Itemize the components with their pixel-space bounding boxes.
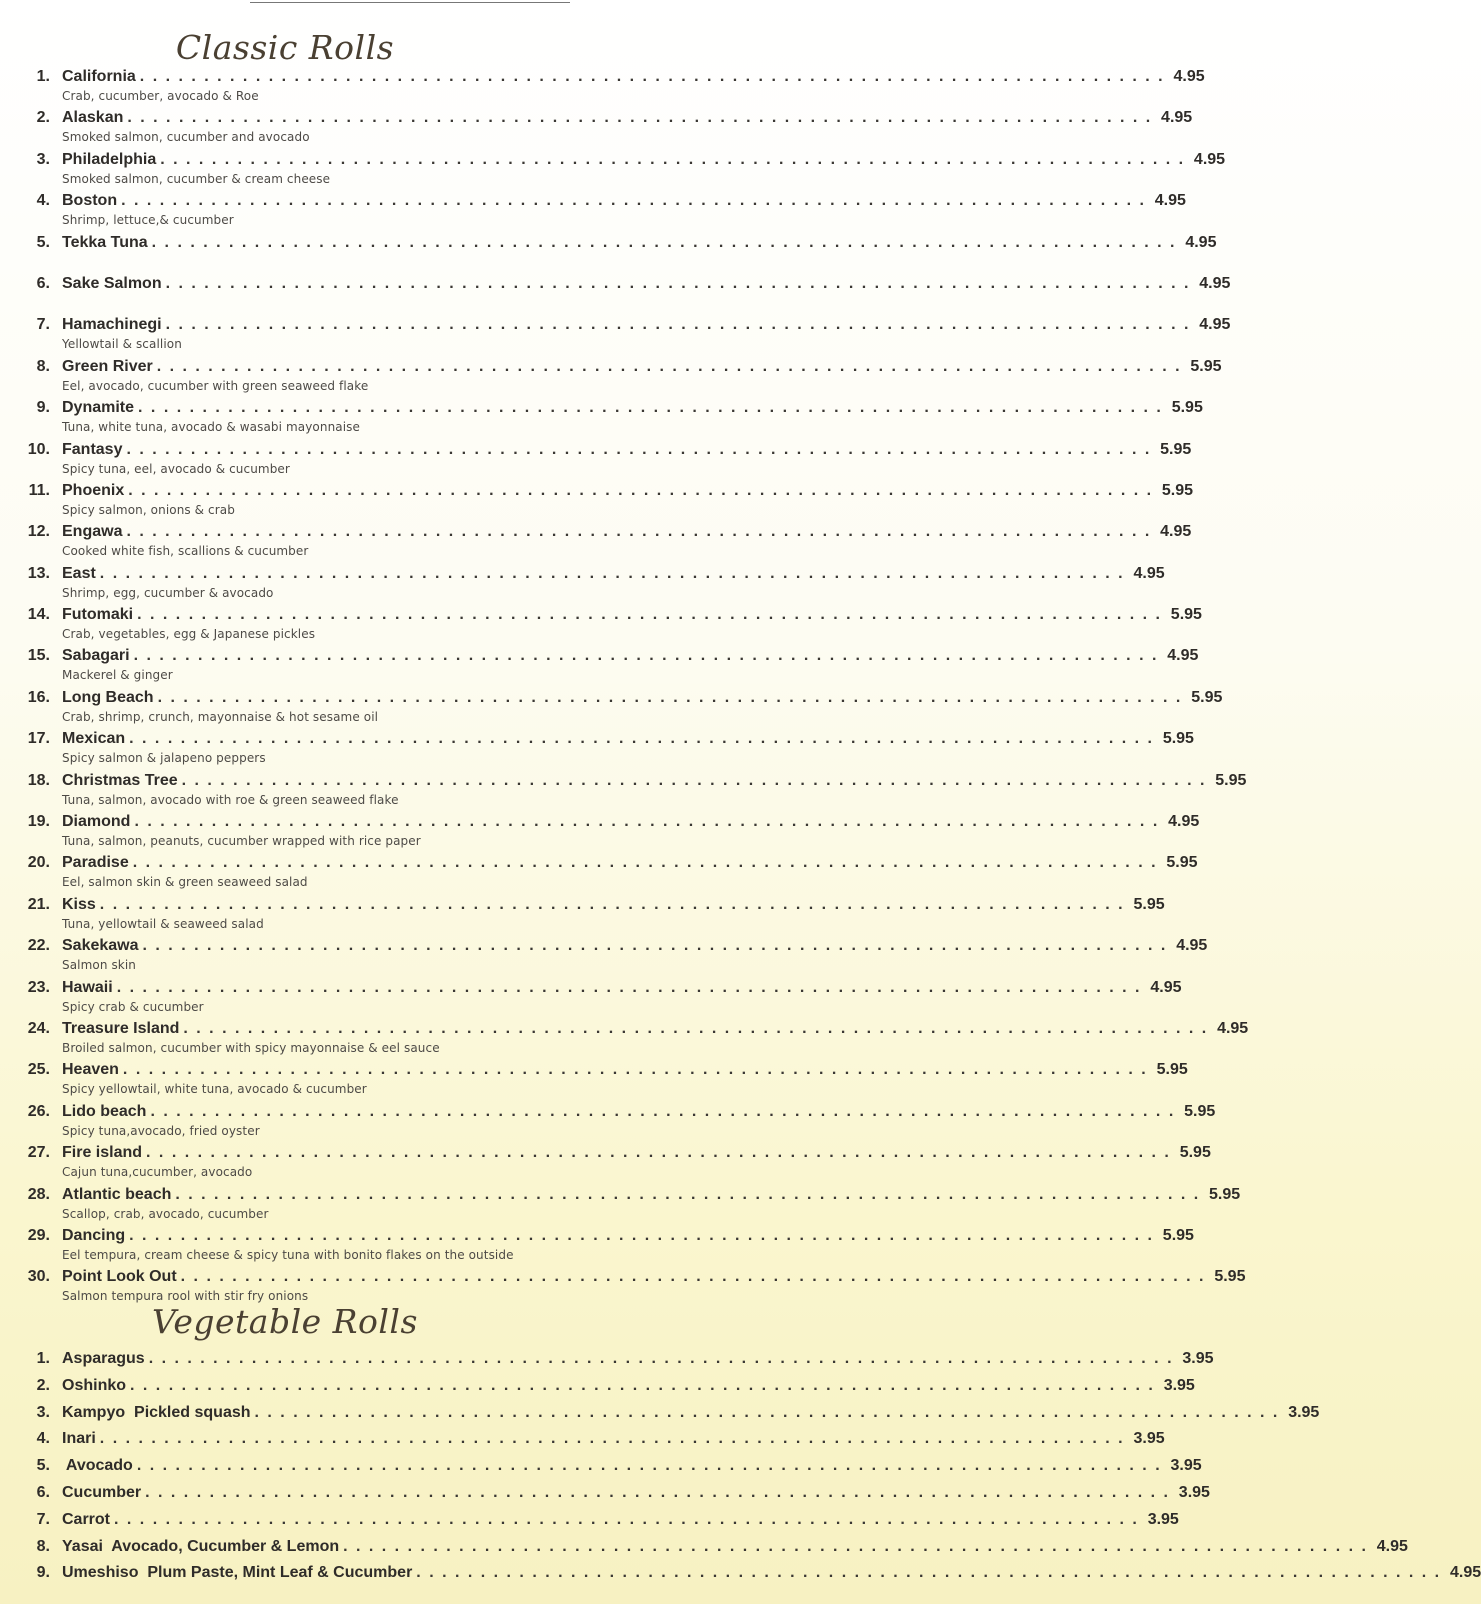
menu-item-line <box>0 937 1208 959</box>
menu-item-line <box>0 854 1198 876</box>
item-price: 4.95 <box>1185 233 1217 251</box>
menu-item <box>0 357 1222 399</box>
item-price: 4.95 <box>1193 150 1226 168</box>
item-number: 25. <box>27 1061 50 1079</box>
menu-item <box>0 1430 1165 1457</box>
dot-leader: . . . . . . . . . . . . . . . . . . . . . . . . . . . . . . . . . . . . . . . . . . . . . . . . . . . . . . . . . . . . . . . . . . . . . . . . . . . . . . . . <box>142 937 1168 955</box>
dot-leader: . . . . . . . . . . . . . . . . . . . . . . . . . . . . . . . . . . . . . . . . . . . . . . . . . . . . . . . . . . . . . . . . . . . . . . . . . . . . . . . . <box>146 1144 1171 1162</box>
menu-item <box>0 1376 1195 1404</box>
top-divider <box>250 2 570 3</box>
dot-leader: . . . . . . . . . . . . . . . . . . . . . . . . . . . . . . . . . . . . . . . . . . . . . . . . . . . . . . . . . . . . . . . . . . . . . . . . . . . . . . . . <box>127 109 1153 127</box>
item-name: Avocado <box>62 1457 133 1475</box>
item-number: 8. <box>36 357 50 375</box>
item-price: 5.95 <box>1162 730 1194 748</box>
item-number: 14. <box>27 606 50 624</box>
menu-item-line <box>0 399 1203 421</box>
item-number: 27. <box>27 1144 50 1162</box>
menu-item <box>0 316 1231 357</box>
item-name: Fire island <box>62 1144 143 1162</box>
item-number: 4. <box>36 192 50 210</box>
menu-item-line <box>0 1457 1202 1479</box>
dot-leader: . . . . . . . . . . . . . . . . . . . . . . . . . . . . . . . . . . . . . . . . . . . . . . . . . . . . . . . . . . . . . . . . . . . . . . . . . . . . . . . . <box>134 813 1160 831</box>
item-price: 4.95 <box>1154 192 1186 210</box>
menu-item-line <box>0 109 1193 131</box>
item-name: Treasure Island <box>62 1019 180 1037</box>
dot-leader: . . . . . . . . . . . . . . . . . . . . . . . . . . . . . . . . . . . . . . . . . . . . . . . . . . . . . . . . . . . . . . . . . . . . . . . . . . . . . . . . <box>165 274 1191 292</box>
dot-leader: . . . . . . . . . . . . . . . . . . . . . . . . . . . . . . . . . . . . . . . . . . . . . . . . . . . . . . . . . . . . . . . . . . . . . . . . . . . . . . . . <box>156 357 1182 375</box>
item-number: 30. <box>27 1268 50 1286</box>
dot-leader: . . . . . . . . . . . . . . . . . . . . . . . . . . . . . . . . . . . . . . . . . . . . . . . . . . . . . . . . . . . . . . . . . . . . . . . . . . . . . . . . <box>148 1350 1174 1367</box>
item-name: Atlantic beach <box>62 1185 172 1203</box>
menu-item <box>0 1483 1210 1511</box>
item-price: 4.95 <box>1168 813 1200 831</box>
menu-item-line <box>0 1376 1195 1399</box>
item-number: 5. <box>36 233 50 251</box>
menu-item-line <box>0 606 1202 628</box>
item-description: Smoked salmon, cucumber and avocado <box>62 130 310 145</box>
item-name: Lido beach <box>62 1102 147 1120</box>
dot-leader: . . . . . . . . . . . . . . . . . . . . . . . . . . . . . . . . . . . . . . . . . . . . . . . . . . . . . . . . . . . . . . . . . . . . . . . . . . . . . . . . <box>136 1457 1162 1475</box>
item-description: Crab, shrimp, crunch, mayonnaise & hot sesame oil <box>62 709 379 724</box>
item-number: 7. <box>36 316 50 334</box>
item-description: Crab, vegetables, egg & Japanese pickles <box>62 627 316 642</box>
item-name: Boston <box>62 192 118 210</box>
item-name: East <box>62 564 96 582</box>
menu-item <box>0 1457 1202 1484</box>
item-number: 3. <box>36 150 50 168</box>
dot-leader: . . . . . . . . . . . . . . . . . . . . . . . . . . . . . . . . . . . . . . . . . . . . . . . . . . . . . . . . . . . . . . . . . . . . . . . . . . . . . . . . <box>165 316 1191 334</box>
item-description: Spicy salmon & jalapeno peppers <box>62 751 266 766</box>
item-price: 4.95 <box>1133 564 1165 582</box>
vegetable-rolls-list <box>0 1350 1481 1591</box>
menu-item <box>0 1061 1188 1102</box>
menu-item <box>0 564 1165 606</box>
item-number: 26. <box>27 1102 50 1120</box>
item-number: 4. <box>36 1430 50 1448</box>
item-name: Hawaii <box>62 978 113 996</box>
menu-item <box>0 481 1194 523</box>
item-price: 5.95 <box>1191 688 1223 706</box>
menu-item-line <box>0 978 1182 1001</box>
dot-leader: . . . . . . . . . . . . . . . . . . . . . . . . . . . . . . . . . . . . . . . . . . . . . . . . . . . . . . . . . . . . . . . . . . . . . . . . . . . . . . . . <box>121 192 1146 210</box>
menu-item-line <box>0 1102 1216 1125</box>
menu-item <box>0 109 1193 150</box>
item-name: Paradise <box>62 854 129 872</box>
menu-item-line <box>0 1226 1194 1249</box>
item-name: Dancing <box>62 1226 126 1244</box>
item-name: Alaskan <box>62 109 124 127</box>
menu-item-line <box>0 730 1194 752</box>
item-name: Long Beach <box>62 688 154 706</box>
item-name: Tekka Tuna <box>62 233 148 251</box>
menu-item <box>0 523 1192 564</box>
item-price: 4.95 <box>1376 1537 1408 1555</box>
item-price: 5.95 <box>1171 399 1203 417</box>
menu-item <box>0 1102 1216 1144</box>
item-price: 4.95 <box>1217 1019 1249 1037</box>
item-price: 5.95 <box>1160 440 1192 458</box>
item-name: Sake Salmon <box>62 274 162 292</box>
item-number: 21. <box>27 895 50 913</box>
item-name: Futomaki <box>62 606 134 624</box>
dot-leader: . . . . . . . . . . . . . . . . . . . . . . . . . . . . . . . . . . . . . . . . . . . . . . . . . . . . . . . . . . . . . . . . . . . . . . . . . . . . . . . . <box>151 233 1177 251</box>
item-description: Shrimp, lettuce,& cucumber <box>62 213 234 228</box>
item-price: 4.95 <box>1199 316 1231 334</box>
menu-item-line <box>0 813 1200 835</box>
item-name: Point Look Out <box>62 1268 177 1286</box>
menu-item <box>0 233 1217 275</box>
item-price: 4.95 <box>1150 978 1182 996</box>
item-description: Cooked white fish, scallions & cucumber <box>62 544 309 559</box>
item-description: Spicy tuna, eel, avocado & cucumber <box>62 461 290 476</box>
menu-item-line <box>0 688 1223 711</box>
item-price: 5.95 <box>1156 1061 1188 1079</box>
dot-leader: . . . . . . . . . . . . . . . . . . . . . . . . . . . . . . . . . . . . . . . . . . . . . . . . . . . . . . . . . . . . . . . . . . . . . . . . . . . . . . . . <box>122 1061 1148 1079</box>
item-price: 3.95 <box>1288 1403 1320 1421</box>
item-number: 16. <box>27 688 50 706</box>
menu-item-line <box>0 895 1165 918</box>
dot-leader: . . . . . . . . . . . . . . . . . . . . . . . . . . . . . . . . . . . . . . . . . . . . . . . . . . . . . . . . . . . . . . . . . . . . . . . . . . . . . . . . <box>99 1430 1125 1448</box>
menu-item-line <box>0 1403 1320 1426</box>
item-name: Christmas Tree <box>62 771 178 789</box>
dot-leader: . . . . . . . . . . . . . . . . . . . . . . . . . . . . . . . . . . . . . . . . . . . . . . . . . . . . . . . . . . . . . . . . . . . . . . . . . . . . . . . . <box>128 481 1154 499</box>
item-number: 6. <box>36 1483 50 1501</box>
menu-item <box>0 606 1202 647</box>
item-price: 5.95 <box>1190 357 1222 375</box>
dot-leader: . . . . . . . . . . . . . . . . . . . . . . . . . . . . . . . . . . . . . . . . . . . . . . . . . . . . . . . . . . . . . . . . . . . . . . . . . . . . . . . . <box>132 854 1158 872</box>
menu-item-line <box>0 1019 1249 1042</box>
item-number: 23. <box>27 978 50 996</box>
classic-rolls-list <box>0 68 1249 1310</box>
menu-item-line <box>0 771 1247 794</box>
menu-item <box>0 1403 1320 1431</box>
menu-item-line <box>0 1268 1246 1290</box>
item-name: Dynamite <box>62 399 135 417</box>
item-name: Asparagus <box>62 1350 145 1367</box>
menu-item-line <box>0 647 1199 669</box>
item-price: 4.95 <box>1160 523 1192 541</box>
menu-item <box>0 399 1203 440</box>
item-description: Mackerel & ginger <box>62 668 173 683</box>
item-price: 3.95 <box>1147 1510 1179 1528</box>
item-description: Spicy tuna,avocado, fried oyster <box>62 1123 260 1138</box>
dot-leader: . . . . . . . . . . . . . . . . . . . . . . . . . . . . . . . . . . . . . . . . . . . . . . . . . . . . . . . . . . . . . . . . . . . . . . . . . . . . . . . . <box>180 1268 1206 1286</box>
menu-item-line <box>0 1537 1408 1560</box>
item-number: 8. <box>36 1537 50 1555</box>
item-description: Spicy yellowtail, white tuna, avocado & cucumber <box>62 1082 367 1097</box>
menu-item <box>0 1226 1194 1268</box>
item-number: 19. <box>27 813 50 831</box>
item-price: 4.95 <box>1173 68 1205 85</box>
menu-item <box>0 1019 1249 1061</box>
dot-leader: . . . . . . . . . . . . . . . . . . . . . . . . . . . . . . . . . . . . . . . . . . . . . . . . . . . . . . . . . . . . . . . . . . . . . . . . . . . . . . . . <box>160 150 1186 168</box>
item-number: 20. <box>27 854 50 872</box>
menu-item-line <box>0 523 1192 545</box>
menu-item <box>0 895 1165 937</box>
item-description: Tuna, salmon, avocado with roe & green seaweed flake <box>62 792 399 807</box>
dot-leader: . . . . . . . . . . . . . . . . . . . . . . . . . . . . . . . . . . . . . . . . . . . . . . . . . . . . . . . . . . . . . . . . . . . . . . . . . . . . . . . . <box>183 1019 1209 1037</box>
dot-leader: . . . . . . . . . . . . . . . . . . . . . . . . . . . . . . . . . . . . . . . . . . . . . . . . . . . . . . . . . . . . . . . . . . . . . . . . . . . . . . . . <box>99 895 1125 913</box>
item-description: Crab, cucumber, avocado & Roe <box>62 89 259 103</box>
dot-leader: . . . . . . . . . . . . . . . . . . . . . . . . . . . . . . . . . . . . . . . . . . . . . . . . . . . . . . . . . . . . . . . . . . . . . . . . . . . . . . . . <box>139 68 1165 85</box>
item-name: Phoenix <box>62 481 125 499</box>
item-description: Yellowtail & scallion <box>62 337 182 352</box>
item-description: Salmon skin <box>62 958 136 973</box>
item-description: Broiled salmon, cucumber with spicy mayonnaise & eel sauce <box>62 1040 440 1055</box>
dot-leader: . . . . . . . . . . . . . . . . . . . . . . . . . . . . . . . . . . . . . . . . . . . . . . . . . . . . . . . . . . . . . . . . . . . . . . . . . . . . . . . . <box>254 1403 1280 1421</box>
menu-item <box>0 854 1198 895</box>
dot-leader: . . . . . . . . . . . . . . . . . . . . . . . . . . . . . . . . . . . . . . . . . . . . . . . . . . . . . . . . . . . . . . . . . . . . . . . . . . . . . . . . <box>99 564 1125 582</box>
item-number: 29. <box>27 1226 50 1244</box>
item-number: 7. <box>36 1510 50 1528</box>
item-description: Spicy salmon, onions & crab <box>62 502 235 517</box>
item-name: Mexican <box>62 730 126 748</box>
menu-item-line <box>0 357 1222 380</box>
dot-leader: . . . . . . . . . . . . . . . . . . . . . . . . . . . . . . . . . . . . . . . . . . . . . . . . . . . . . . . . . . . . . . . . . . . . . . . . . . . . . . . . <box>137 606 1162 624</box>
menu-item-line <box>0 274 1231 297</box>
item-name: Inari <box>62 1430 96 1448</box>
menu-item-line <box>0 192 1186 214</box>
menu-item-line <box>0 233 1217 256</box>
item-number: 1. <box>36 1350 50 1367</box>
item-name: Engawa <box>62 523 123 541</box>
menu-item <box>0 1510 1179 1538</box>
item-name: Kampyo Pickled squash <box>62 1403 251 1421</box>
item-price: 5.95 <box>1162 1226 1194 1244</box>
dot-leader: . . . . . . . . . . . . . . . . . . . . . . . . . . . . . . . . . . . . . . . . . . . . . . . . . . . . . . . . . . . . . . . . . . . . . . . . . . . . . . . . <box>130 1376 1155 1394</box>
item-name: Oshinko <box>62 1376 127 1394</box>
menu-item <box>0 150 1226 192</box>
item-description: Shrimp, egg, cucumber & avocado <box>62 585 274 600</box>
item-number: 9. <box>36 399 50 417</box>
dot-leader: . . . . . . . . . . . . . . . . . . . . . . . . . . . . . . . . . . . . . . . . . . . . . . . . . . . . . . . . . . . . . . . . . . . . . . . . . . . . . . . . <box>157 688 1183 706</box>
menu-item-line <box>0 68 1205 90</box>
menu-item <box>0 771 1247 813</box>
menu-item-line <box>0 1430 1165 1452</box>
menu-item <box>0 813 1200 854</box>
item-price: 5.95 <box>1170 606 1202 624</box>
dot-leader: . . . . . . . . . . . . . . . . . . . . . . . . . . . . . . . . . . . . . . . . . . . . . . . . . . . . . . . . . . . . . . . . . . . . . . . . . . . . . . . . <box>343 1537 1368 1555</box>
item-name: Kiss <box>62 895 96 913</box>
item-description: Smoked salmon, cucumber & cream cheese <box>62 171 331 186</box>
menu-item <box>0 274 1231 316</box>
item-price: 4.95 <box>1167 647 1199 665</box>
item-description: Tuna, yellowtail & seaweed salad <box>62 916 264 931</box>
item-number: 10. <box>27 440 50 458</box>
item-name: Fantasy <box>62 440 123 458</box>
dot-leader: . . . . . . . . . . . . . . . . . . . . . . . . . . . . . . . . . . . . . . . . . . . . . . . . . . . . . . . . . . . . . . . . . . . . . . . . . . . . . . . . <box>150 1102 1176 1120</box>
item-price: 3.95 <box>1178 1483 1210 1501</box>
item-number: 18. <box>27 771 50 789</box>
item-price: 4.95 <box>1449 1564 1481 1582</box>
menu-item-line <box>0 1510 1179 1533</box>
menu-item <box>0 937 1208 978</box>
item-price: 5.95 <box>1215 771 1247 789</box>
item-name: Cucumber <box>62 1483 142 1501</box>
item-number: 6. <box>36 274 50 292</box>
dot-leader: . . . . . . . . . . . . . . . . . . . . . . . . . . . . . . . . . . . . . . . . . . . . . . . . . . . . . . . . . . . . . . . . . . . . . . . . . . . . . . . . <box>175 1185 1201 1203</box>
item-description: Scallop, crab, avocado, cucumber <box>62 1206 269 1221</box>
menu-item-line <box>0 1483 1210 1506</box>
item-price: 3.95 <box>1163 1376 1195 1394</box>
menu-item-line <box>0 481 1194 504</box>
menu-item <box>0 1185 1241 1227</box>
item-description: Tuna, white tuna, avocado & wasabi mayonnaise <box>62 420 361 435</box>
dot-leader: . . . . . . . . . . . . . . . . . . . . . . . . . . . . . . . . . . . . . . . . . . . . . . . . . . . . . . . . . . . . . . . . . . . . . . . . . . . . . . . . <box>133 647 1159 665</box>
item-price: 4.95 <box>1176 937 1208 955</box>
item-price: 5.95 <box>1161 481 1194 499</box>
menu-item-line <box>0 1061 1188 1083</box>
item-price: 5.95 <box>1214 1268 1246 1286</box>
item-number: 11. <box>28 481 50 499</box>
menu-item <box>0 647 1199 688</box>
item-description: Salmon tempura rool with stir fry onions <box>62 1289 309 1304</box>
menu-item-line <box>0 150 1226 173</box>
item-price: 5.95 <box>1133 895 1165 913</box>
item-name: Hamachinegi <box>62 316 162 334</box>
menu-item-line <box>0 316 1231 338</box>
menu-item <box>0 978 1182 1020</box>
item-name: Sabagari <box>62 647 130 665</box>
dot-leader: . . . . . . . . . . . . . . . . . . . . . . . . . . . . . . . . . . . . . . . . . . . . . . . . . . . . . . . . . . . . . . . . . . . . . . . . . . . . . . . . <box>129 730 1154 748</box>
menu-item <box>0 1350 1214 1377</box>
item-number: 12. <box>27 523 50 541</box>
dot-leader: . . . . . . . . . . . . . . . . . . . . . . . . . . . . . . . . . . . . . . . . . . . . . . . . . . . . . . . . . . . . . . . . . . . . . . . . . . . . . . . . <box>126 440 1152 458</box>
item-name: Yasai Avocado, Cucumber & Lemon <box>62 1537 340 1555</box>
menu-item <box>0 192 1186 233</box>
item-price: 5.95 <box>1184 1102 1216 1120</box>
item-price: 4.95 <box>1161 109 1193 127</box>
item-number: 24. <box>27 1019 50 1037</box>
item-number: 2. <box>36 109 50 127</box>
item-name: Carrot <box>62 1510 111 1528</box>
item-price: 5.95 <box>1179 1144 1211 1162</box>
item-description: Tuna, salmon, peanuts, cucumber wrapped with rice paper <box>62 834 421 849</box>
dot-leader: . . . . . . . . . . . . . . . . . . . . . . . . . . . . . . . . . . . . . . . . . . . . . . . . . . . . . . . . . . . . . . . . . . . . . . . . . . . . . . . . <box>181 771 1207 789</box>
item-name: Philadelphia <box>62 150 157 168</box>
dot-leader: . . . . . . . . . . . . . . . . . . . . . . . . . . . . . . . . . . . . . . . . . . . . . . . . . . . . . . . . . . . . . . . . . . . . . . . . . . . . . . . . <box>114 1510 1139 1528</box>
item-name: Heaven <box>62 1061 119 1079</box>
item-price: 3.95 <box>1133 1430 1165 1448</box>
item-price: 5.95 <box>1209 1185 1241 1203</box>
item-number: 17. <box>27 730 50 748</box>
menu-item-line <box>0 440 1192 463</box>
menu-item <box>0 440 1192 482</box>
item-price: 3.95 <box>1182 1350 1214 1367</box>
menu-item <box>0 730 1194 771</box>
item-number: 9. <box>36 1564 50 1582</box>
menu-item <box>0 1144 1211 1185</box>
item-name: Green River <box>62 357 153 375</box>
menu-item <box>0 1537 1408 1565</box>
menu-item <box>0 688 1223 730</box>
item-description: Eel, avocado, cucumber with green seaweed flake <box>62 378 369 393</box>
dot-leader: . . . . . . . . . . . . . . . . . . . . . . . . . . . . . . . . . . . . . . . . . . . . . . . . . . . . . . . . . . . . . . . . . . . . . . . . . . . . . . . . <box>416 1564 1442 1582</box>
item-name: California <box>62 68 136 85</box>
menu-item <box>0 1564 1481 1591</box>
menu-item-line <box>0 1350 1214 1372</box>
menu-item-line <box>0 1185 1241 1208</box>
item-description: Spicy crab & cucumber <box>62 999 204 1014</box>
vegetable-rolls-title: Vegetable Rolls <box>152 1302 418 1341</box>
menu-item-line <box>0 1564 1481 1586</box>
item-number: 1. <box>36 68 50 85</box>
menu-item-line <box>0 564 1165 587</box>
item-number: 2. <box>36 1376 50 1394</box>
item-number: 3. <box>36 1403 50 1421</box>
dot-leader: . . . . . . . . . . . . . . . . . . . . . . . . . . . . . . . . . . . . . . . . . . . . . . . . . . . . . . . . . . . . . . . . . . . . . . . . . . . . . . . . <box>116 978 1142 996</box>
item-description: Eel, salmon skin & green seaweed salad <box>62 875 308 890</box>
item-description: Cajun tuna,cucumber, avocado <box>62 1165 253 1180</box>
classic-rolls-title: Classic Rolls <box>175 28 395 67</box>
dot-leader: . . . . . . . . . . . . . . . . . . . . . . . . . . . . . . . . . . . . . . . . . . . . . . . . . . . . . . . . . . . . . . . . . . . . . . . . . . . . . . . . <box>126 523 1152 541</box>
item-number: 13. <box>27 564 50 582</box>
item-number: 15. <box>27 647 50 665</box>
item-name: Sakekawa <box>62 937 139 955</box>
item-price: 4.95 <box>1199 274 1231 292</box>
item-number: 22. <box>27 937 50 955</box>
item-name: Diamond <box>62 813 131 831</box>
item-number: 5. <box>36 1457 50 1475</box>
item-price: 5.95 <box>1166 854 1198 872</box>
item-number: 28. <box>27 1185 50 1203</box>
menu-item <box>0 68 1205 109</box>
item-price: 3.95 <box>1170 1457 1202 1475</box>
dot-leader: . . . . . . . . . . . . . . . . . . . . . . . . . . . . . . . . . . . . . . . . . . . . . . . . . . . . . . . . . . . . . . . . . . . . . . . . . . . . . . . . <box>129 1226 1154 1244</box>
dot-leader: . . . . . . . . . . . . . . . . . . . . . . . . . . . . . . . . . . . . . . . . . . . . . . . . . . . . . . . . . . . . . . . . . . . . . . . . . . . . . . . . <box>145 1483 1170 1501</box>
dot-leader: . . . . . . . . . . . . . . . . . . . . . . . . . . . . . . . . . . . . . . . . . . . . . . . . . . . . . . . . . . . . . . . . . . . . . . . . . . . . . . . . <box>138 399 1163 417</box>
item-description: Eel tempura, cream cheese & spicy tuna with bonito flakes on the outside <box>62 1247 514 1262</box>
item-name: Umeshiso Plum Paste, Mint Leaf & Cucumber <box>62 1564 413 1582</box>
menu-item-line <box>0 1144 1211 1166</box>
